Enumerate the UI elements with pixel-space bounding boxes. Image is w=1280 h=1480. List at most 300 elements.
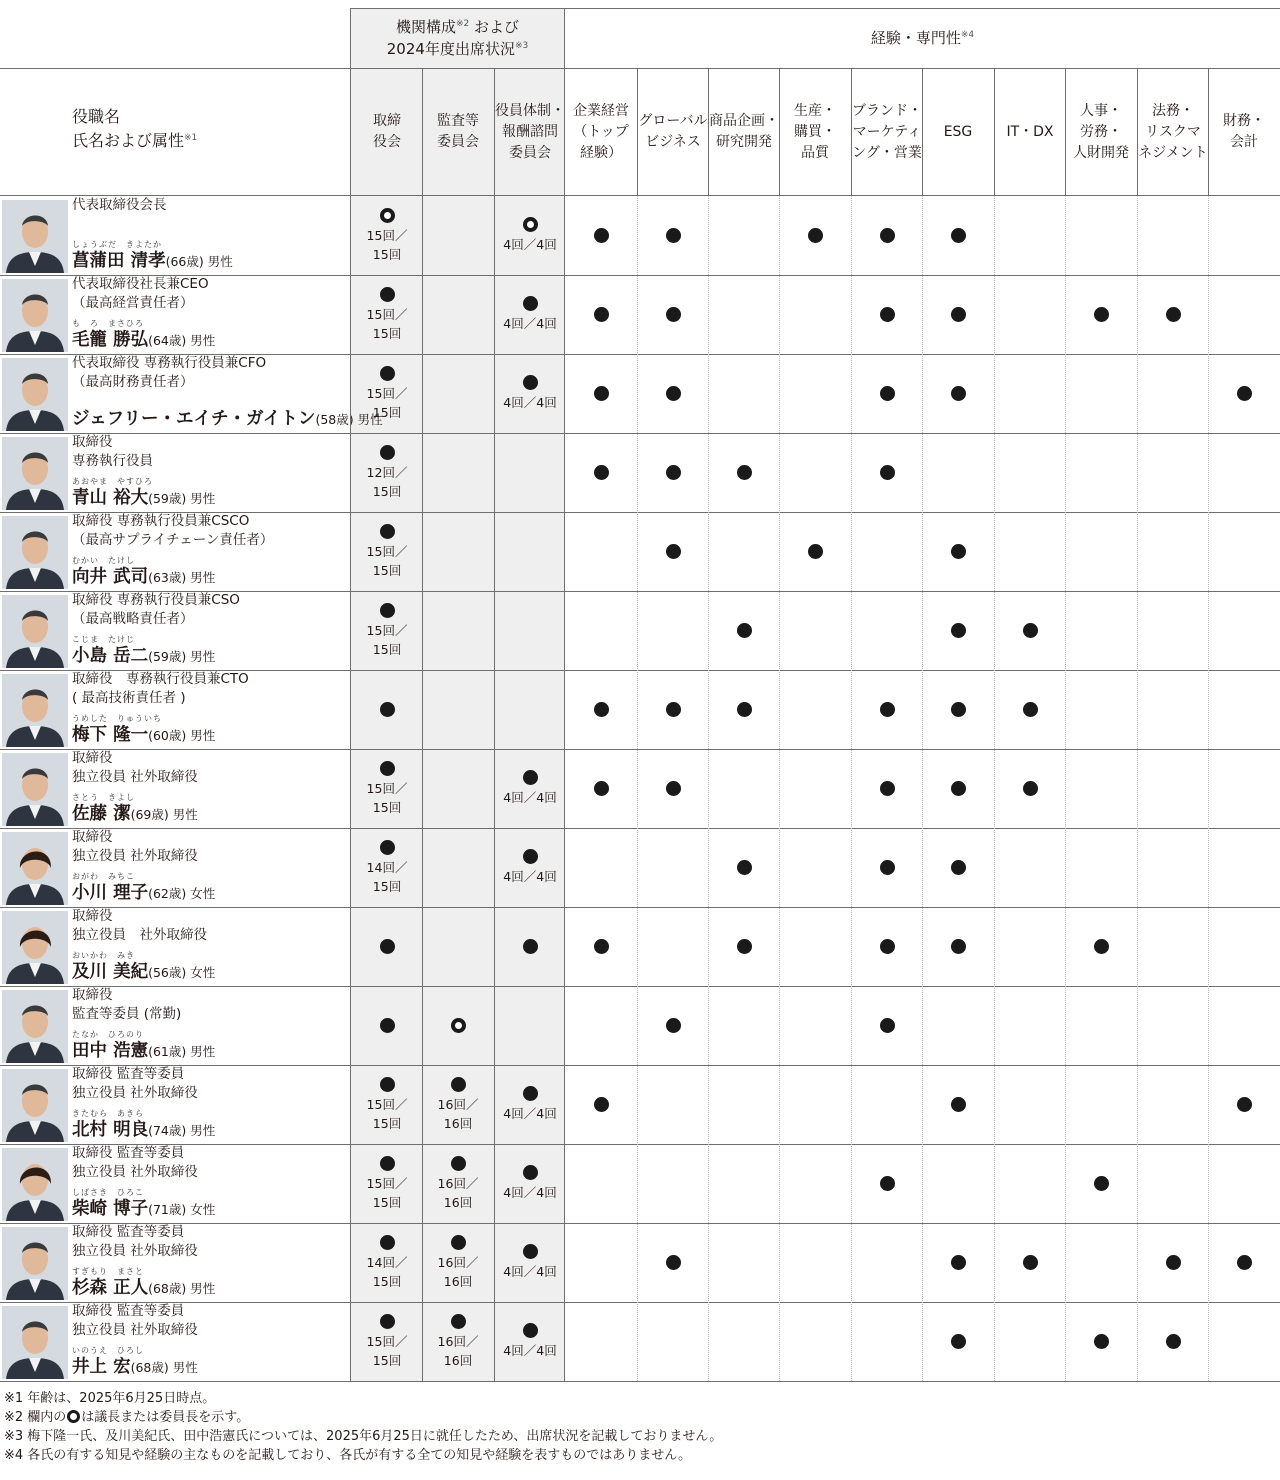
experience-cell <box>708 670 780 749</box>
org-cell <box>422 512 494 591</box>
footnote-3: ※3 梅下隆一氏、及川美紀氏、田中浩憲氏については、2025年6月25日に就任したため、出席状況を記載しておりません。 <box>4 1429 723 1444</box>
member-name: 柴崎 博子 <box>72 1199 149 1219</box>
member-name-line <box>72 714 216 746</box>
experience-cell <box>708 512 780 591</box>
member-attributes: (59歳) 男性 <box>148 649 216 664</box>
experience-dot-icon <box>808 544 823 559</box>
experience-dot-icon <box>666 465 681 480</box>
member-name-line <box>72 793 198 825</box>
experience-cell <box>922 1302 994 1381</box>
experience-cell <box>1065 1065 1137 1144</box>
experience-cell <box>1137 1223 1209 1302</box>
org-cell <box>494 907 566 986</box>
member-role: 取締役 専務執行役員兼CSO （最高戦略責任者） <box>72 592 240 627</box>
row-divider <box>0 1144 1280 1145</box>
member-name-line <box>72 405 383 430</box>
experience-cell <box>1065 275 1137 354</box>
experience-cell <box>994 1223 1066 1302</box>
org-cell <box>351 275 423 354</box>
experience-cell <box>1137 196 1209 275</box>
attendance-count: 14回／ 15回 <box>366 1254 408 1289</box>
member-dot-icon <box>380 1235 395 1250</box>
member-dot-icon <box>451 1156 466 1171</box>
experience-cell <box>922 1065 994 1144</box>
experience-cell <box>637 1144 709 1223</box>
experience-cell <box>1208 433 1280 512</box>
experience-cell <box>708 749 780 828</box>
experience-cell <box>851 670 923 749</box>
column-divider <box>637 68 638 195</box>
attendance-count: 16回／ 16回 <box>437 1333 479 1368</box>
column-divider <box>779 68 780 195</box>
member-name-reading: おいかわ みき <box>72 951 135 960</box>
experience-cell <box>637 433 709 512</box>
experience-dot-icon <box>594 702 609 717</box>
member-dot-icon <box>523 939 538 954</box>
experience-dot-icon <box>1094 939 1109 954</box>
member-name-reading: しょうぶだ きよたか <box>72 240 162 249</box>
member-info <box>72 828 350 907</box>
org-cell <box>494 1144 566 1223</box>
org-cell <box>494 1223 566 1302</box>
experience-dot-icon <box>1166 1255 1181 1270</box>
experience-cell <box>565 749 637 828</box>
portrait-photo <box>2 1227 68 1300</box>
experience-dot-icon <box>880 1018 895 1033</box>
org-cell <box>351 591 423 670</box>
experience-cell <box>994 986 1066 1065</box>
column-divider <box>851 196 852 1381</box>
experience-dot-icon <box>951 702 966 717</box>
org-cell <box>422 433 494 512</box>
experience-cell <box>708 1302 780 1381</box>
table-row <box>0 196 1280 275</box>
experience-dot-icon <box>1023 781 1038 796</box>
member-name-reading: すぎもり まさと <box>72 1267 144 1276</box>
experience-dot-icon <box>1166 307 1181 322</box>
column-divider <box>708 196 709 1381</box>
column-divider <box>922 196 923 1381</box>
experience-cell <box>708 907 780 986</box>
experience-dot-icon <box>1237 386 1252 401</box>
attendance-count: 15回／ 15回 <box>366 622 408 657</box>
member-name: 梅下 隆一 <box>72 725 149 745</box>
experience-cell <box>1065 354 1137 433</box>
experience-cell <box>565 591 637 670</box>
experience-cell <box>1137 512 1209 591</box>
org-cell <box>494 354 566 433</box>
row-divider <box>0 512 1280 513</box>
experience-dot-icon <box>737 623 752 638</box>
experience-cell <box>851 828 923 907</box>
member-name: 毛籠 勝弘 <box>72 330 149 350</box>
experience-cell <box>779 1065 851 1144</box>
experience-cell <box>1208 275 1280 354</box>
member-name-reading: たなか ひろのり <box>72 1030 144 1039</box>
experience-cell <box>1137 670 1209 749</box>
experience-dot-icon <box>951 1255 966 1270</box>
experience-cell <box>1137 433 1209 512</box>
org-cell <box>494 433 566 512</box>
experience-cell <box>708 196 780 275</box>
portrait-photo <box>2 595 68 668</box>
experience-dot-icon <box>880 939 895 954</box>
member-attributes: (64歳) 男性 <box>148 333 216 348</box>
member-name: 小島 岳二 <box>72 646 149 666</box>
portrait-photo <box>2 200 68 273</box>
column-divider <box>1208 68 1209 195</box>
experience-cell <box>637 275 709 354</box>
experience-cell <box>1208 907 1280 986</box>
portrait-photo <box>2 358 68 431</box>
member-name-reading: しばさき ひろこ <box>72 1188 144 1197</box>
member-name: 田中 浩憲 <box>72 1041 149 1061</box>
member-name-line <box>72 1346 198 1378</box>
member-name-reading: おがわ みちこ <box>72 872 135 881</box>
column-header: 監査等 委員会 <box>437 113 479 150</box>
portrait-photo <box>2 674 68 747</box>
experience-dot-icon <box>737 939 752 954</box>
experience-dot-icon <box>880 1176 895 1191</box>
member-info <box>72 354 383 433</box>
experience-cell <box>1065 1223 1137 1302</box>
member-role: 代表取締役 専務執行役員兼CFO （最高財務責任者） <box>72 355 267 390</box>
member-name-line <box>72 556 216 588</box>
column-header: 財務・ 会計 <box>1223 113 1265 150</box>
table-row <box>0 591 1280 670</box>
chair-ring-icon <box>523 217 538 232</box>
member-name: 菖蒲田 清孝 <box>72 251 166 271</box>
table-row <box>0 1302 1280 1381</box>
chair-ring-icon <box>380 208 395 223</box>
member-name: 小川 理子 <box>72 883 149 903</box>
experience-cell <box>1137 591 1209 670</box>
org-cell <box>494 828 566 907</box>
experience-cell <box>565 1144 637 1223</box>
portrait-photo <box>2 1306 68 1379</box>
member-attributes: (66歳) 男性 <box>165 254 233 269</box>
portrait-photo <box>2 990 68 1063</box>
footnotes <box>4 1389 722 1465</box>
experience-cell <box>851 1065 923 1144</box>
row-divider <box>0 670 1280 671</box>
org-cell <box>494 1302 566 1381</box>
member-dot-icon <box>523 1244 538 1259</box>
member-dot-icon <box>380 603 395 618</box>
experience-dot-icon <box>594 386 609 401</box>
experience-dot-icon <box>1023 1255 1038 1270</box>
experience-cell <box>994 1302 1066 1381</box>
footnote-4: ※4 各氏の有する知見や経験の主なものを記載しており、各氏が有する全ての知見や経験を表すものではありません。 <box>4 1448 692 1463</box>
experience-cell <box>708 1065 780 1144</box>
attendance-count: 4回／4回 <box>503 1185 557 1200</box>
experience-cell <box>637 1302 709 1381</box>
experience-cell <box>708 275 780 354</box>
experience-dot-icon <box>594 939 609 954</box>
org-cell <box>351 907 423 986</box>
member-attributes: (69歳) 男性 <box>130 807 198 822</box>
experience-cell <box>565 986 637 1065</box>
experience-cell <box>922 512 994 591</box>
experience-cell <box>994 354 1066 433</box>
org-cell <box>494 1065 566 1144</box>
org-cell <box>422 196 494 275</box>
org-cell <box>351 512 423 591</box>
table-row <box>0 433 1280 512</box>
experience-dot-icon <box>737 860 752 875</box>
experience-cell <box>779 591 851 670</box>
org-cell <box>494 275 566 354</box>
experience-cell <box>779 749 851 828</box>
member-dot-icon <box>380 1077 395 1092</box>
experience-cell <box>708 986 780 1065</box>
org-cell <box>351 828 423 907</box>
member-name-line <box>72 951 216 983</box>
attendance-count: 4回／4回 <box>503 316 557 331</box>
attendance-count: 15回／ 15回 <box>366 1333 408 1368</box>
experience-cell <box>922 591 994 670</box>
org-cell <box>422 749 494 828</box>
experience-cell <box>1208 1302 1280 1381</box>
org-cell <box>494 196 566 275</box>
org-cell <box>494 749 566 828</box>
experience-cell <box>637 986 709 1065</box>
column-header: 人事・ 労務・ 人財開発 <box>1073 102 1129 161</box>
experience-dot-icon <box>666 386 681 401</box>
member-dot-icon <box>380 287 395 302</box>
member-role: 取締役 監査等委員 独立役員 社外取締役 <box>72 1303 198 1338</box>
experience-dot-icon <box>1023 623 1038 638</box>
member-name: 及川 美紀 <box>72 962 149 982</box>
experience-cell <box>994 275 1066 354</box>
member-name: 北村 明良 <box>72 1120 149 1140</box>
experience-cell <box>565 670 637 749</box>
portrait-photo <box>2 832 68 905</box>
row-divider <box>0 986 1280 987</box>
column-divider <box>994 68 995 195</box>
member-dot-icon <box>380 939 395 954</box>
experience-cell <box>779 196 851 275</box>
member-name-line <box>72 319 216 351</box>
experience-cell <box>637 907 709 986</box>
experience-cell <box>1065 1144 1137 1223</box>
column-header: IT・DX <box>1006 123 1054 140</box>
experience-dot-icon <box>951 939 966 954</box>
experience-dot-icon <box>1237 1255 1252 1270</box>
org-cell <box>422 828 494 907</box>
member-attributes: (58歳) 男性 <box>315 412 383 427</box>
experience-cell <box>1065 670 1137 749</box>
experience-cell <box>708 1144 780 1223</box>
member-name-reading: さとう きよし <box>72 793 135 802</box>
experience-dot-icon <box>880 702 895 717</box>
org-group-header: 機関構成$^{※2}$ および 2024年度出席状況$^{※3}$ <box>386 18 529 58</box>
experience-cell <box>851 275 923 354</box>
experience-cell <box>922 986 994 1065</box>
member-dot-icon <box>380 445 395 460</box>
experience-dot-icon <box>880 781 895 796</box>
member-info <box>72 591 350 670</box>
experience-cell <box>922 433 994 512</box>
experience-cell <box>637 828 709 907</box>
experience-dot-icon <box>951 1097 966 1112</box>
org-cell <box>351 1302 423 1381</box>
member-name-line <box>72 240 233 272</box>
experience-cell <box>1137 828 1209 907</box>
column-header: 法務・ リスクマ ネジメント <box>1138 102 1208 161</box>
row-divider <box>0 749 1280 750</box>
experience-cell <box>779 1302 851 1381</box>
table-row <box>0 828 1280 907</box>
table-row <box>0 275 1280 354</box>
member-dot-icon <box>380 1018 395 1033</box>
portrait-photo <box>2 279 68 352</box>
row-divider <box>0 828 1280 829</box>
row-divider <box>0 275 1280 276</box>
experience-cell <box>994 1065 1066 1144</box>
member-role: 代表取締役会長 <box>72 197 167 213</box>
experience-cell <box>1137 1065 1209 1144</box>
experience-cell <box>1065 512 1137 591</box>
experience-cell <box>1065 591 1137 670</box>
experience-cell <box>1208 670 1280 749</box>
attendance-count: 15回／ 15回 <box>366 1175 408 1210</box>
column-divider <box>1137 196 1138 1381</box>
experience-dot-icon <box>1166 1334 1181 1349</box>
experience-cell <box>994 907 1066 986</box>
experience-cell <box>1065 433 1137 512</box>
experience-cell <box>779 354 851 433</box>
member-dot-icon <box>380 702 395 717</box>
org-cell <box>351 749 423 828</box>
experience-cell <box>779 907 851 986</box>
row-divider <box>0 1381 1280 1382</box>
experience-dot-icon <box>880 386 895 401</box>
table-row <box>0 1065 1280 1144</box>
experience-dot-icon <box>880 307 895 322</box>
column-header: 企業経営 （トップ 経験） <box>573 102 629 161</box>
org-cell <box>422 275 494 354</box>
member-info <box>72 986 350 1065</box>
experience-cell <box>637 354 709 433</box>
experience-cell <box>1208 828 1280 907</box>
experience-cell <box>994 670 1066 749</box>
column-header: 取締 役会 <box>373 113 401 150</box>
member-dot-icon <box>380 761 395 776</box>
table-row <box>0 986 1280 1065</box>
table-row <box>0 749 1280 828</box>
attendance-count: 14回／ 15回 <box>366 859 408 894</box>
experience-cell <box>779 670 851 749</box>
member-name: 佐藤 潔 <box>72 804 131 824</box>
portrait-photo <box>2 437 68 510</box>
experience-cell <box>994 433 1066 512</box>
experience-dot-icon <box>880 465 895 480</box>
experience-cell <box>637 196 709 275</box>
table-row <box>0 1223 1280 1302</box>
experience-cell <box>1137 907 1209 986</box>
org-cell <box>422 670 494 749</box>
member-attributes: (74歳) 男性 <box>148 1123 216 1138</box>
experience-cell <box>922 1144 994 1223</box>
experience-cell <box>1137 1302 1209 1381</box>
experience-cell <box>1065 196 1137 275</box>
member-dot-icon <box>380 524 395 539</box>
org-cell <box>351 1144 423 1223</box>
attendance-count: 12回／ 15回 <box>366 464 408 499</box>
member-info <box>72 907 350 986</box>
chair-ring-icon <box>451 1018 466 1033</box>
member-name: 杉森 正人 <box>72 1278 149 1298</box>
member-dot-icon <box>451 1077 466 1092</box>
column-divider <box>422 68 423 1381</box>
member-name-line <box>72 872 216 904</box>
member-name-line <box>72 477 216 509</box>
experience-cell <box>779 275 851 354</box>
column-header: ブランド・ マーケティ ング・営業 <box>852 102 922 161</box>
org-cell <box>494 670 566 749</box>
table-row <box>0 670 1280 749</box>
chair-ring-icon <box>67 1410 80 1423</box>
experience-dot-icon <box>880 228 895 243</box>
experience-cell <box>565 1065 637 1144</box>
experience-dot-icon <box>1094 307 1109 322</box>
title-column-header: 役職名 氏名および属性$^{※1}$ <box>72 107 198 150</box>
experience-cell <box>565 512 637 591</box>
member-dot-icon <box>523 849 538 864</box>
member-info <box>72 1223 350 1302</box>
org-cell <box>494 591 566 670</box>
column-divider <box>494 68 495 1381</box>
member-attributes: (62歳) 女性 <box>148 886 216 901</box>
experience-cell <box>922 354 994 433</box>
member-name: 青山 裕大 <box>72 488 149 508</box>
experience-dot-icon <box>1094 1176 1109 1191</box>
experience-cell <box>1208 591 1280 670</box>
experience-cell <box>1137 354 1209 433</box>
experience-cell <box>1137 749 1209 828</box>
member-role: 取締役 監査等委員 (常勤) <box>72 987 182 1022</box>
row-divider <box>0 591 1280 592</box>
org-cell <box>422 986 494 1065</box>
experience-cell <box>851 907 923 986</box>
experience-cell <box>994 1144 1066 1223</box>
member-role: 取締役 独立役員 社外取締役 <box>72 908 207 943</box>
member-info <box>72 670 350 749</box>
member-info <box>72 749 350 828</box>
experience-dot-icon <box>666 1255 681 1270</box>
member-role: 取締役 専務執行役員 <box>72 434 153 469</box>
portrait-photo <box>2 753 68 826</box>
experience-cell <box>565 828 637 907</box>
experience-dot-icon <box>951 228 966 243</box>
org-cell <box>422 1223 494 1302</box>
experience-cell <box>851 749 923 828</box>
experience-dot-icon <box>737 702 752 717</box>
experience-cell <box>708 591 780 670</box>
org-cell <box>422 354 494 433</box>
portrait-photo <box>2 516 68 589</box>
experience-group-header: 経験・専門性$^{※4}$ <box>870 29 975 47</box>
attendance-count: 4回／4回 <box>503 1264 557 1279</box>
experience-cell <box>994 749 1066 828</box>
experience-dot-icon <box>666 228 681 243</box>
table-row <box>0 512 1280 591</box>
experience-cell <box>1065 749 1137 828</box>
experience-dot-icon <box>666 1018 681 1033</box>
experience-cell <box>779 433 851 512</box>
member-role: 取締役 独立役員 社外取締役 <box>72 750 198 785</box>
